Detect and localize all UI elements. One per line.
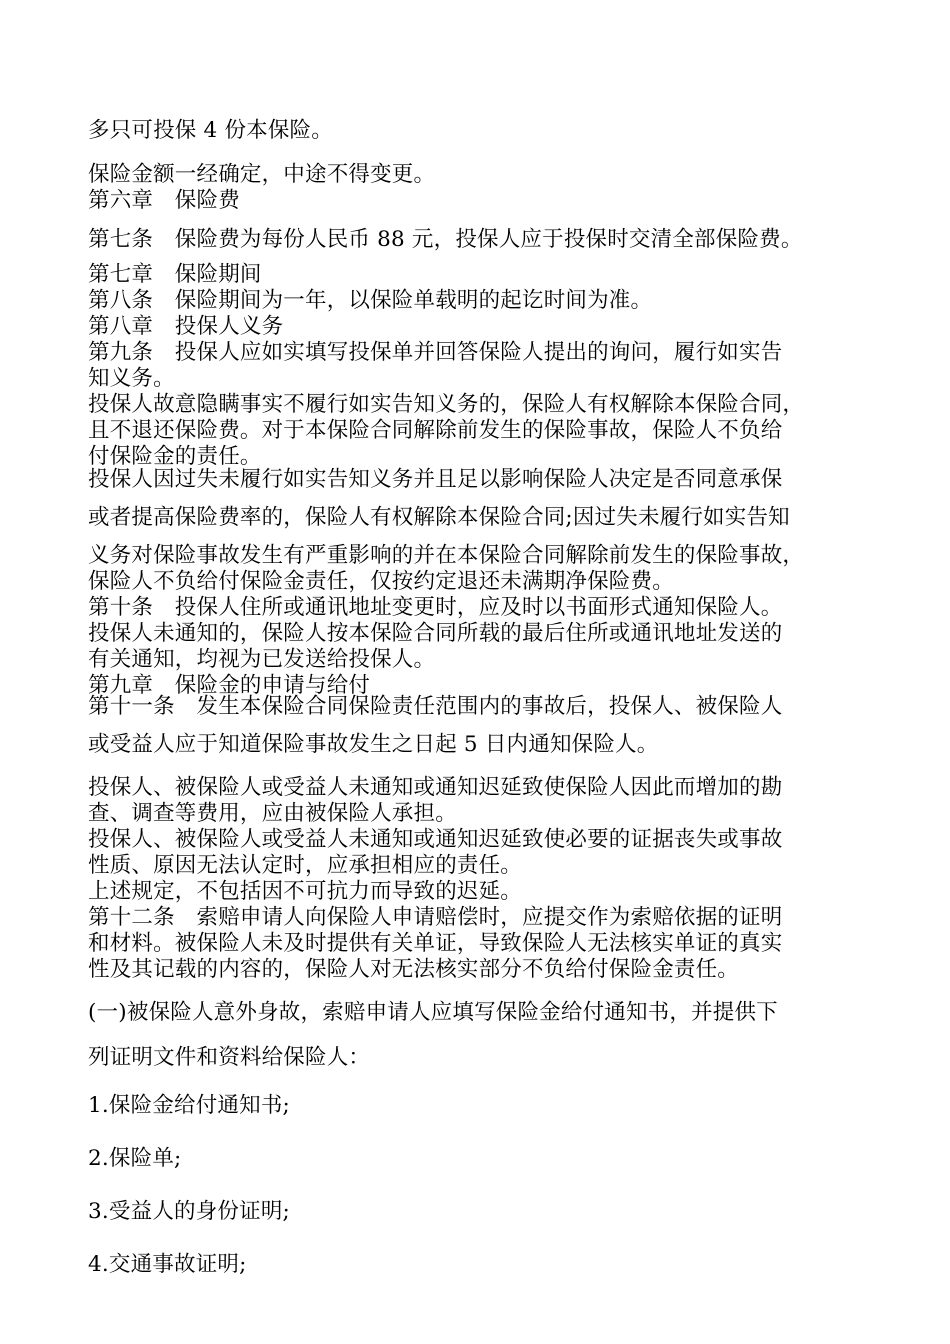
text-line: 投保人、被保险人或受益人未通知或通知迟延致使保险人因此而增加的勘 bbox=[88, 775, 783, 800]
text-line: 付保险金的责任。 bbox=[88, 444, 262, 469]
chapter-heading: 第八章 投保人义务 bbox=[88, 314, 284, 339]
list-item: 3.受益人的身份证明; bbox=[88, 1199, 290, 1224]
text-line: 和材料。被保险人未及时提供有关单证，导致保险人无法核实单证的真实 bbox=[88, 931, 783, 956]
article-line: 第十条 投保人住所或通讯地址变更时，应及时以书面形式通知保险人。 bbox=[88, 595, 783, 620]
text-line: 多只可投保 4 份本保险。 bbox=[88, 118, 333, 143]
text-line: (一)被保险人意外身故，索赔申请人应填写保险金给付通知书，并提供下 bbox=[88, 1000, 778, 1025]
text-line: 上述规定，不包括因不可抗力而导致的迟延。 bbox=[88, 879, 523, 904]
text-line: 投保人因过失未履行如实告知义务并且足以影响保险人决定是否同意承保 bbox=[88, 467, 783, 492]
text-line: 查、调查等费用，应由被保险人承担。 bbox=[88, 801, 457, 826]
text-line: 或者提高保险费率的，保险人有权解除本保险合同;因过失未履行如实告知 bbox=[88, 505, 790, 530]
list-item: 2.保险单; bbox=[88, 1146, 182, 1171]
article-line: 第七条 保险费为每份人民币 88 元，投保人应于投保时交清全部保险费。 bbox=[88, 227, 803, 252]
list-item: 1.保险金给付通知书; bbox=[88, 1093, 290, 1118]
chapter-heading: 第七章 保险期间 bbox=[88, 262, 262, 287]
text-line: 投保人、被保险人或受益人未通知或通知迟延致使必要的证据丧失或事故 bbox=[88, 827, 783, 852]
text-line: 性质、原因无法认定时，应承担相应的责任。 bbox=[88, 853, 523, 878]
article-line: 第八条 保险期间为一年，以保险单载明的起讫时间为准。 bbox=[88, 288, 653, 313]
text-line: 保险人不负给付保险金责任，仅按约定退还未满期净保险费。 bbox=[88, 569, 674, 594]
text-line: 且不退还保险费。对于本保险合同解除前发生的保险事故，保险人不负给 bbox=[88, 418, 783, 443]
article-line: 第十二条 索赔申请人向保险人申请赔偿时，应提交作为索赔依据的证明 bbox=[88, 905, 783, 930]
text-line: 知义务。 bbox=[88, 366, 175, 391]
list-item: 4.交通事故证明; bbox=[88, 1252, 247, 1277]
chapter-heading: 第九章 保险金的申请与给付 bbox=[88, 673, 371, 698]
text-line: 义务对保险事故发生有严重影响的并在本保险合同解除前发生的保险事故， bbox=[88, 543, 805, 568]
article-line: 第十一条 发生本保险合同保险责任范围内的事故后，投保人、被保险人 bbox=[88, 694, 783, 719]
text-line: 或受益人应于知道保险事故发生之日起 5 日内通知保险人。 bbox=[88, 732, 659, 757]
article-line: 第九条 投保人应如实填写投保单并回答保险人提出的询问，履行如实告 bbox=[88, 340, 783, 365]
text-line: 有关通知，均视为已发送给投保人。 bbox=[88, 647, 436, 672]
text-line: 投保人故意隐瞒事实不履行如实告知义务的，保险人有权解除本保险合同， bbox=[88, 392, 805, 417]
text-line: 投保人未通知的，保险人按本保险合同所载的最后住所或通讯地址发送的 bbox=[88, 621, 783, 646]
text-line: 列证明文件和资料给保险人： bbox=[88, 1045, 371, 1070]
chapter-heading: 第六章 保险费 bbox=[88, 188, 240, 213]
text-line: 性及其记载的内容的，保险人对无法核实部分不负给付保险金责任。 bbox=[88, 957, 740, 982]
text-line: 保险金额一经确定，中途不得变更。 bbox=[88, 162, 436, 187]
